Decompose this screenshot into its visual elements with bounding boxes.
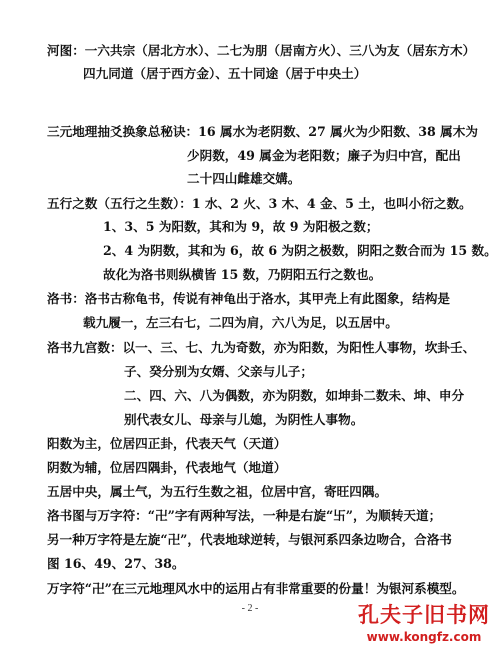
text-line: 阴数为辅，位居四隅卦，代表地气（地道） (47, 460, 287, 475)
watermark-logo (358, 599, 490, 644)
text-line: 别代表女儿、母亲与儿媳，为阴性人事物。 (124, 412, 364, 427)
text-line: 少阴数，49 属金为老阳数；廉子为归中宫，配出 (187, 148, 461, 163)
watermark-title: 孔夫子旧书网 (358, 603, 490, 627)
text-line: 载九履一，左三右七，二四为肩，六八为足，以五居中。 (83, 315, 398, 330)
text-line: 三元地理抽爻换象总秘诀：16 属水为老阴数、27 属火为少阳数、38 属木为 (47, 124, 478, 139)
text-line: 二、四、六、八为偶数，亦为阴数，如坤卦二数未、坤、申分 (124, 388, 465, 403)
text-line: 阳数为主，位居四正卦，代表天气（天道） (47, 436, 287, 451)
text-line: 子、癸分别为女婿、父亲与儿子； (124, 364, 313, 379)
text-line: 洛书九宫数：以一、三、七、九为奇数，亦为阳数，为阳性人事物，坎卦壬、 (47, 340, 476, 355)
text-line: 河图：一六共宗（居北方水）、二七为朋（居南方火）、三八为友（居东方木） (47, 43, 476, 58)
watermark-url: www.kongfz.com (366, 630, 482, 644)
page-number: - 2 - (241, 603, 259, 614)
text-line: 故化为洛书则纵横皆 15 数，乃阴阳五行之数也。 (103, 267, 382, 282)
text-line: 2、4 为阴数，其和为 6，故 6 为阴之极数，阴阳之数合而为 15 数。 (103, 243, 497, 258)
text-line: 二十四山雌雄交媾。 (187, 171, 301, 186)
text-line: 1、3、5 为阳数，其和为 9，故 9 为阳极之数； (103, 219, 379, 234)
text-line: 洛书图与万字符：“卍”字有两种写法，一种是右旋“卐”，为顺转天道； (47, 508, 442, 523)
text-line: 另一种万字符是左旋“卍”，代表地球逆转，与银河系四条边吻合，合洛书 (47, 532, 452, 547)
text-line: 图 16、49、27、38。 (47, 556, 185, 571)
text-line: 洛书：洛书古称龟书，传说有神龟出于洛水，其甲壳上有此图象，结构是 (47, 291, 450, 306)
text-line: 五行之数（五行之生数）：1 水、2 火、3 木、4 金、5 土，也叫小衍之数。 (47, 196, 472, 211)
text-line: 四九同道（居于西方金）、五十同途（居于中央土） (83, 66, 367, 81)
text-line: 万字符“卍”在三元地理风水中的运用占有非常重要的份量！为银河系模型。 (47, 581, 465, 596)
text-line: 五居中央，属土气，为五行生数之祖，位居中宫，寄旺四隅。 (47, 484, 388, 499)
